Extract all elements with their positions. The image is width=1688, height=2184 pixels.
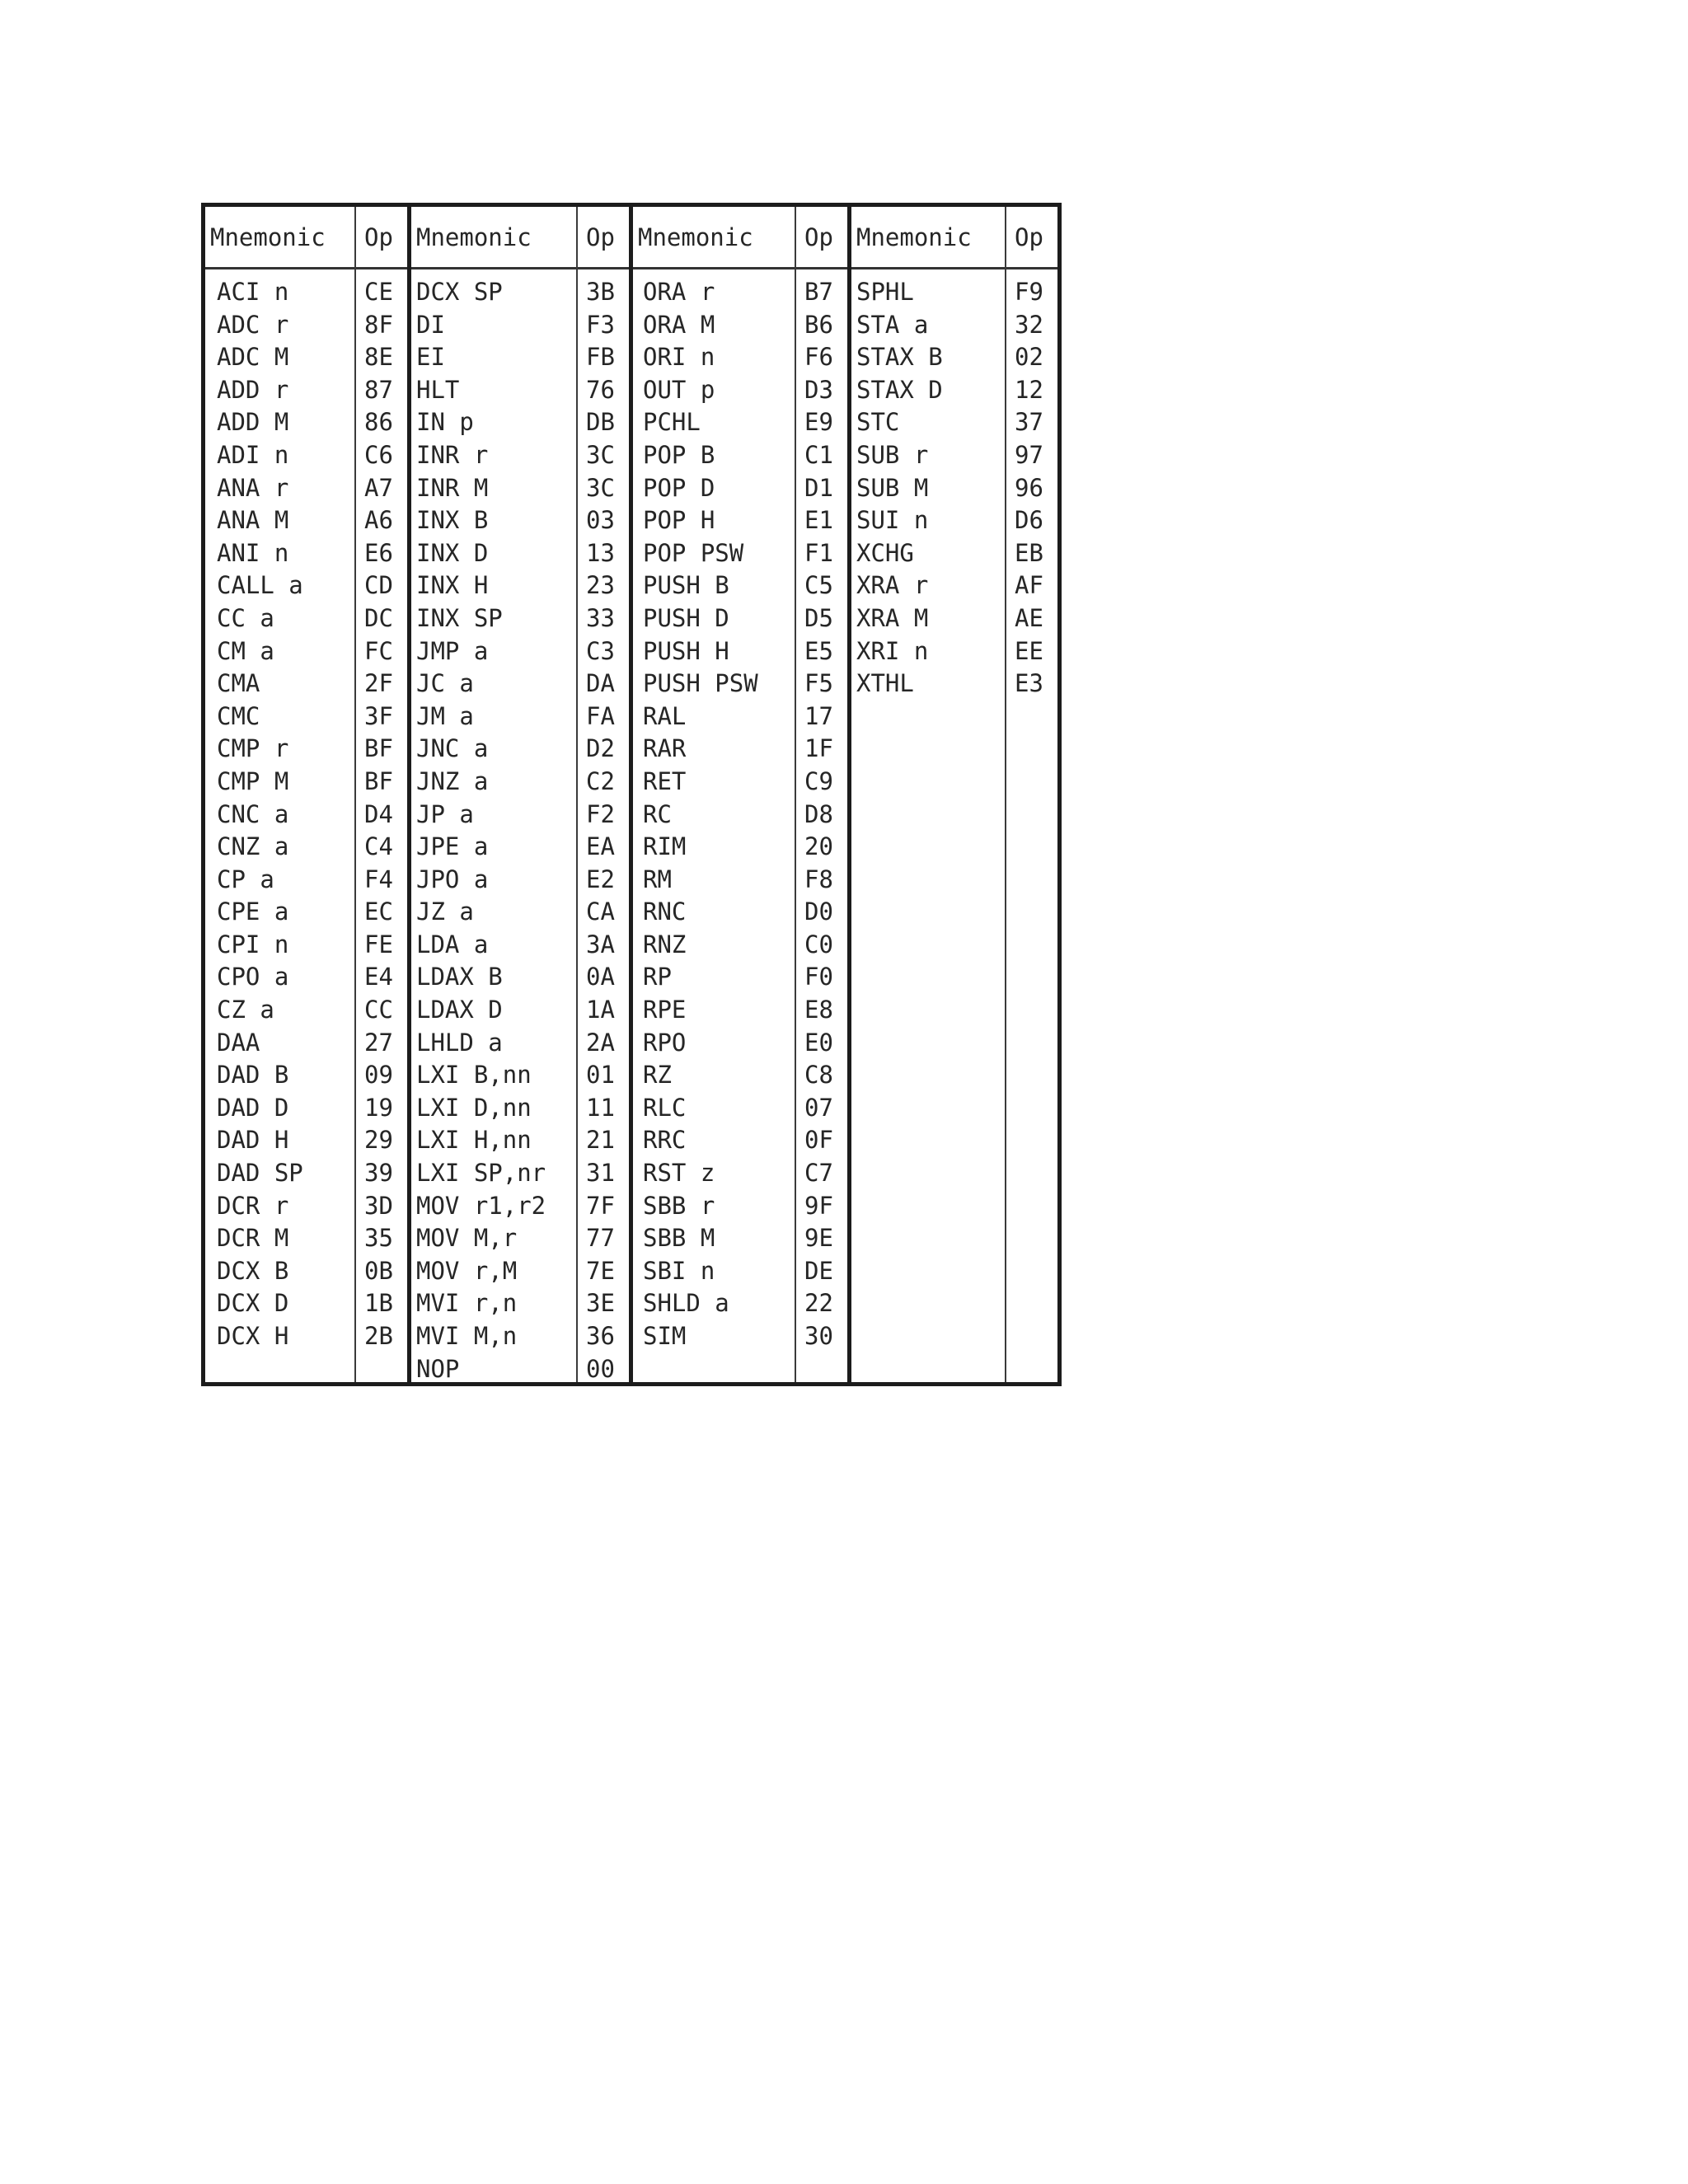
mnemonic-header: Mnemonic [411, 207, 576, 269]
opcode-cell: 33 [586, 603, 615, 632]
mnemonic-cell: RST z [643, 1159, 715, 1188]
table-column-group [205, 207, 407, 1382]
opcode-cell: 00 [586, 1354, 615, 1382]
opcode-cell: DE [804, 1256, 833, 1285]
mnemonic-cell: POP B [643, 440, 715, 469]
mnemonic-cell: JPE a [416, 832, 489, 861]
table-column-group [407, 207, 629, 1382]
mnemonic-cell: STAX D [856, 375, 943, 404]
mnemonic-cell: CZ a [217, 996, 274, 1024]
mnemonic-cell: MOV M,r [416, 1224, 518, 1253]
mnemonic-cell: ACI n [217, 278, 289, 306]
mnemonic-cell: ANI n [217, 538, 289, 567]
mnemonic-cell: DCX SP [416, 278, 503, 306]
opcode-cell: BF [364, 766, 393, 795]
opcode-cell: AF [1015, 571, 1043, 600]
opcode-cell: 3C [586, 440, 615, 469]
mnemonic-cell: ADD r [217, 375, 289, 404]
mnemonic-cell: RP [643, 963, 672, 991]
opcode-cell: 1A [586, 996, 615, 1024]
opcode-cell: C8 [804, 1061, 833, 1090]
opcode-cell: CA [586, 898, 615, 926]
mnemonic-cell: LXI H,nn [416, 1126, 532, 1155]
opcode-cell: 19 [364, 1093, 393, 1122]
mnemonic-cell: RNZ [643, 930, 687, 958]
opcode-cell: 36 [586, 1322, 615, 1350]
opcode-cell: 35 [364, 1224, 393, 1253]
mnemonic-cell: CMP M [217, 766, 289, 795]
opcode-cell: 0B [364, 1256, 393, 1285]
opcode-cell: CD [364, 571, 393, 600]
opcode-cell: FC [364, 636, 393, 665]
mnemonic-cell: ORI n [643, 343, 715, 372]
mnemonic-cell: MVI M,n [416, 1322, 518, 1350]
opcode-cell: 87 [364, 375, 393, 404]
opcode-cell: 07 [804, 1093, 833, 1122]
mnemonic-cell: ADC r [217, 310, 289, 339]
opcode-cell: 17 [804, 701, 833, 730]
opcode-cell: C9 [804, 766, 833, 795]
mnemonic-cell: DAD D [217, 1093, 289, 1122]
opcode-header: Op [796, 207, 847, 269]
opcode-cell: 09 [364, 1061, 393, 1090]
mnemonic-cell: CNZ a [217, 832, 289, 861]
mnemonic-column [205, 207, 354, 1382]
mnemonic-cell: PUSH PSW [643, 669, 758, 698]
opcode-cell: 37 [1015, 408, 1043, 437]
opcode-cell: E9 [804, 408, 833, 437]
mnemonic-cell: EI [416, 343, 445, 372]
table-column-group [847, 207, 1057, 1382]
mnemonic-cell: CMP r [217, 734, 289, 763]
mnemonic-cell: IN p [416, 408, 474, 437]
opcode-cell: A7 [364, 473, 393, 502]
opcode-cell: F0 [804, 963, 833, 991]
opcode-cell: C3 [586, 636, 615, 665]
opcode-cell: D8 [804, 799, 833, 828]
opcode-cell: A6 [364, 506, 393, 535]
mnemonic-cell: LDAX B [416, 963, 503, 991]
opcode-cell: AE [1015, 603, 1043, 632]
opcode-cell: E8 [804, 996, 833, 1024]
mnemonic-cell: RAR [643, 734, 687, 763]
opcode-cell: B7 [804, 278, 833, 306]
mnemonic-cell: JPO a [416, 865, 489, 893]
mnemonic-cell: STAX B [856, 343, 943, 372]
opcode-cell: F5 [804, 669, 833, 698]
mnemonic-cell: SBI n [643, 1256, 715, 1285]
mnemonic-cell: ANA M [217, 506, 289, 535]
opcode-cell: 96 [1015, 473, 1043, 502]
mnemonic-header: Mnemonic [633, 207, 795, 269]
mnemonic-cell: RIM [643, 832, 687, 861]
opcode-cell: C0 [804, 930, 833, 958]
mnemonic-cell: JC a [416, 669, 474, 698]
mnemonic-cell: SHLD a [643, 1289, 729, 1318]
mnemonic-cell: SIM [643, 1322, 687, 1350]
mnemonic-cell: INR r [416, 440, 489, 469]
opcode-cell: 1F [804, 734, 833, 763]
opcode-cell: 11 [586, 1093, 615, 1122]
mnemonic-cell: CC a [217, 603, 274, 632]
opcode-cell: EE [1015, 636, 1043, 665]
mnemonic-cell: INX D [416, 538, 489, 567]
opcode-cell: 32 [1015, 310, 1043, 339]
opcode-cell: D0 [804, 898, 833, 926]
opcode-cell: F8 [804, 865, 833, 893]
mnemonic-cell: SBB r [643, 1191, 715, 1220]
mnemonic-cell: MOV r,M [416, 1256, 518, 1285]
opcode-cell: 2A [586, 1028, 615, 1057]
opcode-cell: 12 [1015, 375, 1043, 404]
mnemonic-cell: JMP a [416, 636, 489, 665]
mnemonic-cell: XRA r [856, 571, 929, 600]
opcode-cell: C1 [804, 440, 833, 469]
opcode-cell: 23 [586, 571, 615, 600]
opcode-cell: E3 [1015, 669, 1043, 698]
opcode-cell: E4 [364, 963, 393, 991]
opcode-cell: FE [364, 930, 393, 958]
mnemonic-cell: STC [856, 408, 900, 437]
mnemonic-cell: DI [416, 310, 445, 339]
opcode-cell: 30 [804, 1322, 833, 1350]
opcode-header: Op [578, 207, 629, 269]
mnemonic-cell: RAL [643, 701, 687, 730]
opcode-cell: DB [586, 408, 615, 437]
mnemonic-cell: NOP [416, 1354, 460, 1382]
mnemonic-cell: JZ a [416, 898, 474, 926]
mnemonic-cell: DCX B [217, 1256, 289, 1285]
opcode-cell: 22 [804, 1289, 833, 1318]
opcode-cell: D4 [364, 799, 393, 828]
mnemonic-cell: DCX H [217, 1322, 289, 1350]
mnemonic-cell: ADD M [217, 408, 289, 437]
opcode-cell: F3 [586, 310, 615, 339]
mnemonic-cell: SPHL [856, 278, 914, 306]
opcode-cell: B6 [804, 310, 833, 339]
mnemonic-cell: DCR M [217, 1224, 289, 1253]
mnemonic-header: Mnemonic [851, 207, 1005, 269]
mnemonic-cell: XRI n [856, 636, 929, 665]
opcode-cell: 86 [364, 408, 393, 437]
opcode-cell: 3F [364, 701, 393, 730]
opcode-cell: 3D [364, 1191, 393, 1220]
mnemonic-cell: JP a [416, 799, 474, 828]
mnemonic-cell: OUT p [643, 375, 715, 404]
opcode-cell: C4 [364, 832, 393, 861]
opcode-cell: D6 [1015, 506, 1043, 535]
opcode-cell: 3C [586, 473, 615, 502]
opcode-cell: DC [364, 603, 393, 632]
mnemonic-cell: CPE a [217, 898, 289, 926]
opcode-cell: F2 [586, 799, 615, 828]
mnemonic-cell: CMC [217, 701, 260, 730]
opcode-cell: 7E [586, 1256, 615, 1285]
opcode-cell: FB [586, 343, 615, 372]
mnemonic-cell: DAD B [217, 1061, 289, 1090]
opcode-header: Op [1006, 207, 1057, 269]
mnemonic-cell: JM a [416, 701, 474, 730]
mnemonic-cell: XTHL [856, 669, 914, 698]
mnemonic-cell: PUSH D [643, 603, 729, 632]
mnemonic-cell: RC [643, 799, 672, 828]
mnemonic-cell: CPI n [217, 930, 289, 958]
mnemonic-cell: LXI D,nn [416, 1093, 532, 1122]
mnemonic-cell: LHLD a [416, 1028, 503, 1057]
mnemonic-cell: INX SP [416, 603, 503, 632]
mnemonic-column [851, 207, 1005, 1382]
mnemonic-cell: CP a [217, 865, 274, 893]
opcode-cell: 3E [586, 1289, 615, 1318]
mnemonic-cell: INX B [416, 506, 489, 535]
opcode-cell: C5 [804, 571, 833, 600]
mnemonic-cell: SUI n [856, 506, 929, 535]
mnemonic-cell: RM [643, 865, 672, 893]
mnemonic-cell: LDA a [416, 930, 489, 958]
opcode-cell: E5 [804, 636, 833, 665]
mnemonic-cell: DAA [217, 1028, 260, 1057]
opcode-cell: 77 [586, 1224, 615, 1253]
mnemonic-cell: HLT [416, 375, 460, 404]
mnemonic-cell: CM a [217, 636, 274, 665]
mnemonic-cell: ORA r [643, 278, 715, 306]
opcode-cell: C6 [364, 440, 393, 469]
opcode-cell: 9E [804, 1224, 833, 1253]
opcode-cell: BF [364, 734, 393, 763]
mnemonic-cell: INX H [416, 571, 489, 600]
mnemonic-cell: RPE [643, 996, 687, 1024]
opcode-column [1005, 207, 1057, 1382]
opcode-cell: 76 [586, 375, 615, 404]
opcode-cell: EA [586, 832, 615, 861]
opcode-column [354, 207, 407, 1382]
mnemonic-cell: RZ [643, 1061, 672, 1090]
mnemonic-cell: ADI n [217, 440, 289, 469]
mnemonic-cell: JNC a [416, 734, 489, 763]
mnemonic-cell: DCX D [217, 1289, 289, 1318]
mnemonic-cell: MOV r1,r2 [416, 1191, 546, 1220]
mnemonic-cell: RRC [643, 1126, 687, 1155]
opcode-cell: D2 [586, 734, 615, 763]
opcode-cell: 0F [804, 1126, 833, 1155]
mnemonic-cell: JNZ a [416, 766, 489, 795]
mnemonic-cell: CPO a [217, 963, 289, 991]
mnemonic-cell: RLC [643, 1093, 687, 1122]
mnemonic-cell: CALL a [217, 571, 303, 600]
opcode-cell: DA [586, 669, 615, 698]
opcode-cell: 03 [586, 506, 615, 535]
opcode-cell: E1 [804, 506, 833, 535]
mnemonic-cell: LXI SP,nr [416, 1159, 546, 1188]
opcode-header: Op [356, 207, 407, 269]
opcode-cell: 29 [364, 1126, 393, 1155]
opcode-cell: F4 [364, 865, 393, 893]
mnemonic-cell: PUSH H [643, 636, 729, 665]
opcode-cell: F1 [804, 538, 833, 567]
mnemonic-cell: POP H [643, 506, 715, 535]
mnemonic-cell: LXI B,nn [416, 1061, 532, 1090]
opcode-cell: 2B [364, 1322, 393, 1350]
opcode-cell: F9 [1015, 278, 1043, 306]
mnemonic-cell: SUB M [856, 473, 929, 502]
opcode-cell: 2F [364, 669, 393, 698]
mnemonic-cell: POP PSW [643, 538, 744, 567]
mnemonic-cell: DAD H [217, 1126, 289, 1155]
mnemonic-cell: RET [643, 766, 687, 795]
opcode-cell: 27 [364, 1028, 393, 1057]
opcode-cell: D1 [804, 473, 833, 502]
opcode-cell: 31 [586, 1159, 615, 1188]
opcode-cell: 8F [364, 310, 393, 339]
opcode-cell: 1B [364, 1289, 393, 1318]
mnemonic-cell: CNC a [217, 799, 289, 828]
opcode-cell: 21 [586, 1126, 615, 1155]
opcode-cell: C7 [804, 1159, 833, 1188]
opcode-cell: 7F [586, 1191, 615, 1220]
opcode-cell: 39 [364, 1159, 393, 1188]
mnemonic-cell: XRA M [856, 603, 929, 632]
opcode-cell: E2 [586, 865, 615, 893]
mnemonic-cell: DCR r [217, 1191, 289, 1220]
opcode-cell: D5 [804, 603, 833, 632]
opcode-cell: 8E [364, 343, 393, 372]
mnemonic-cell: CMA [217, 669, 260, 698]
table-column-group [629, 207, 847, 1382]
opcode-cell: 0A [586, 963, 615, 991]
mnemonic-cell: RNC [643, 898, 687, 926]
opcode-cell: EC [364, 898, 393, 926]
mnemonic-cell: SBB M [643, 1224, 715, 1253]
mnemonic-cell: LDAX D [416, 996, 503, 1024]
opcode-cell: F6 [804, 343, 833, 372]
opcode-cell: E0 [804, 1028, 833, 1057]
opcode-column [795, 207, 847, 1382]
opcode-cell: 20 [804, 832, 833, 861]
mnemonic-cell: RPO [643, 1028, 687, 1057]
opcode-table [201, 203, 1062, 1386]
mnemonic-cell: POP D [643, 473, 715, 502]
opcode-cell: CC [364, 996, 393, 1024]
opcode-cell: 3A [586, 930, 615, 958]
mnemonic-cell: ADC M [217, 343, 289, 372]
opcode-cell: CE [364, 278, 393, 306]
mnemonic-cell: MVI r,n [416, 1289, 518, 1318]
opcode-column [576, 207, 629, 1382]
mnemonic-cell: XCHG [856, 538, 914, 567]
mnemonic-cell: PCHL [643, 408, 701, 437]
opcode-cell: 13 [586, 538, 615, 567]
opcode-cell: D3 [804, 375, 833, 404]
opcode-cell: EB [1015, 538, 1043, 567]
mnemonic-cell: ANA r [217, 473, 289, 502]
opcode-cell: 3B [586, 278, 615, 306]
opcode-cell: 02 [1015, 343, 1043, 372]
opcode-cell: 01 [586, 1061, 615, 1090]
opcode-cell: FA [586, 701, 615, 730]
mnemonic-header: Mnemonic [205, 207, 354, 269]
mnemonic-column [411, 207, 576, 1382]
mnemonic-cell: ORA M [643, 310, 715, 339]
opcode-cell: 9F [804, 1191, 833, 1220]
mnemonic-cell: INR M [416, 473, 489, 502]
opcode-cell: E6 [364, 538, 393, 567]
opcode-cell: C2 [586, 766, 615, 795]
mnemonic-cell: PUSH B [643, 571, 729, 600]
mnemonic-column [633, 207, 795, 1382]
mnemonic-cell: STA a [856, 310, 929, 339]
opcode-cell: 97 [1015, 440, 1043, 469]
mnemonic-cell: SUB r [856, 440, 929, 469]
mnemonic-cell: DAD SP [217, 1159, 303, 1188]
